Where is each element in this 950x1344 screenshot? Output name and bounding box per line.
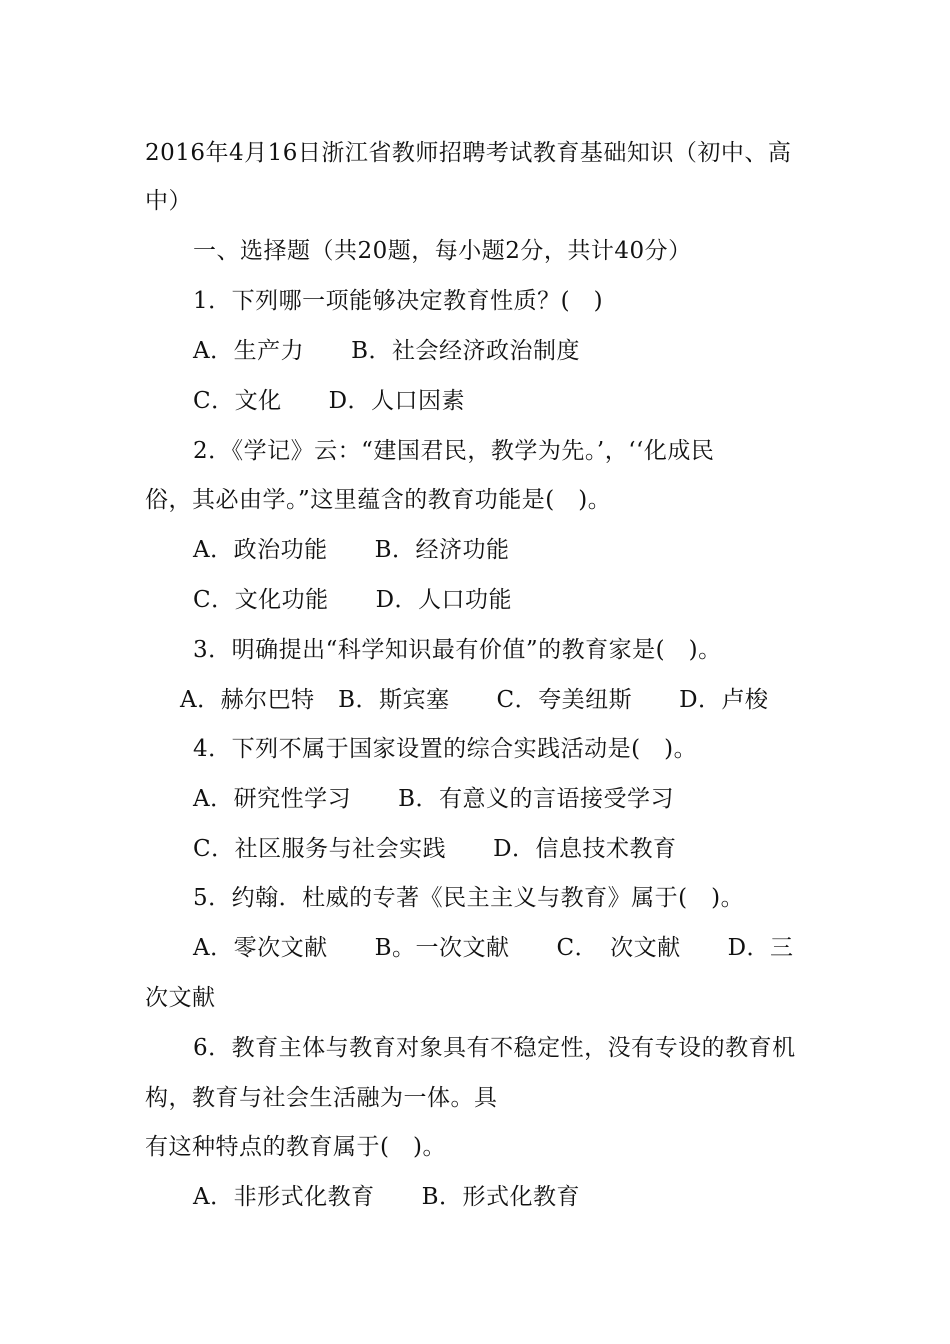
question-4-options: C．社区服务与社会实践 D．信息技术教育 (193, 836, 677, 862)
question-2-text: 2．《学记》云：“建国君民，教学为先。’，‘‘化成民 (193, 438, 715, 464)
document-title-continued: 中） (145, 188, 192, 214)
question-1-text: 1．下列哪一项能够决定教育性质？( ) (193, 288, 604, 314)
question-2-options: A．政治功能 B．经济功能 (193, 537, 510, 563)
question-5-text: 5．约翰．杜威的专著《民主主义与教育》属于( )。 (193, 885, 745, 911)
question-6-text-continued: 构，教育与社会生活融为一体。具 (145, 1085, 498, 1111)
question-6-text-continued: 有这种特点的教育属于( )。 (145, 1134, 446, 1160)
question-1-options: A．生产力 B．社会经济政治制度 (193, 338, 581, 364)
question-6-options: A．非形式化教育 B．形式化教育 (193, 1184, 581, 1210)
section-heading: 一、选择题（共20题，每小题2分，共计40分） (193, 238, 692, 264)
question-2-text-continued: 俗，其必由学。”这里蕴含的教育功能是( )。 (145, 487, 612, 513)
question-4-options: A．研究性学习 B．有意义的言语接受学习 (193, 786, 675, 812)
question-5-options: A．零次文献 B。一次文献 C． 次文献 D．三 (193, 935, 794, 961)
question-5-options-continued: 次文献 (145, 985, 216, 1011)
question-4-text: 4．下列不属于国家设置的综合实践活动是( )。 (193, 736, 698, 762)
question-2-options: C．文化功能 D．人口功能 (193, 587, 513, 613)
document-title: 2016年4月16日浙江省教师招聘考试教育基础知识（初中、高 (145, 140, 792, 166)
question-3-options: A．赫尔巴特 B．斯宾塞 C．夸美纽斯 D．卢梭 (180, 687, 769, 713)
question-3-text: 3．明确提出“科学知识最有价值”的教育家是( )。 (193, 637, 722, 663)
question-6-text: 6．教育主体与教育对象具有不稳定性，没有专设的教育机 (193, 1035, 796, 1061)
question-1-options: C．文化 D．人口因素 (193, 388, 466, 414)
